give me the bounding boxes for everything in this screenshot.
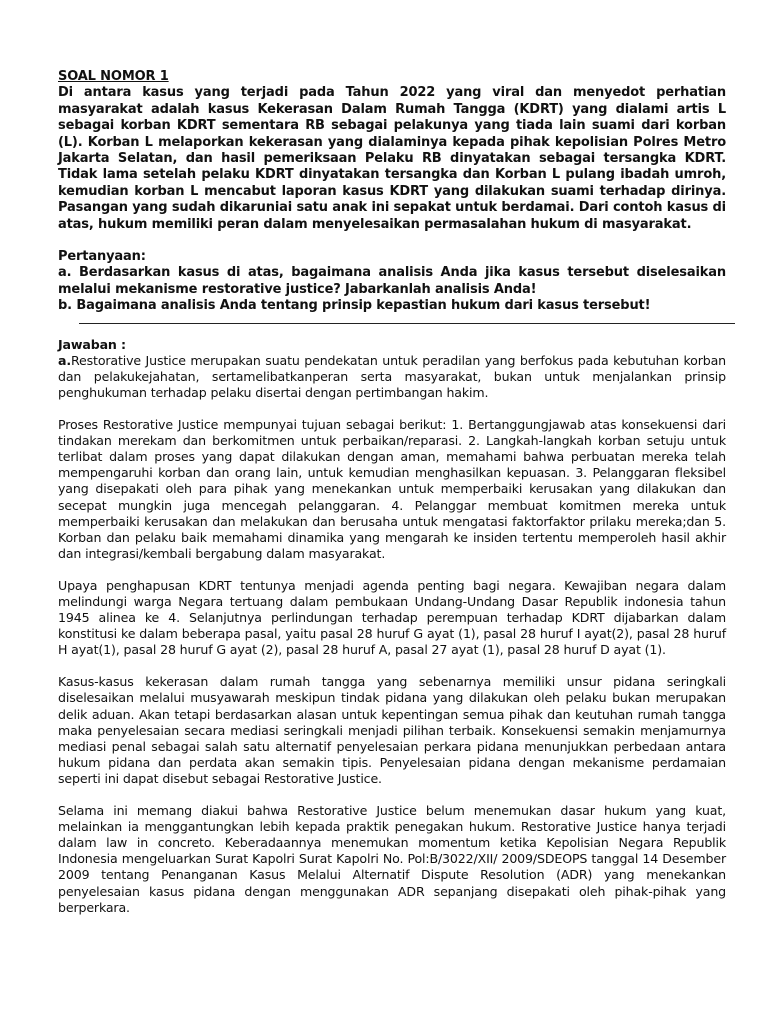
answer-paragraph-3: Upaya penghapusan KDRT tentunya menjadi agenda penting bagi negara. Kewajiban negara dalam melindungi warga Negara tertuang dalam pembukaan Undang-Undang Dasar Republik indonesia tahun 1945 alinea ke 4. Selanjutnya perlindungan terhadap perempuan terhadap KDRT dijabarkan dalam konstitusi ke dalam beberapa pasal, yaitu pasal 28 huruf G ayat (1), pasal 28 huruf I ayat(2), pasal 28 huruf H ayat(1), pasal 28 huruf G ayat (2), pasal 28 huruf A, pasal 27 ayat (1), pasal 28 huruf D ayat (1). (58, 577, 726, 658)
document-page (58, 69, 726, 932)
answer-heading: Jawaban : (58, 336, 126, 352)
answer-paragraph-1 (58, 353, 726, 401)
question-item-a: a. Berdasarkan kasus di atas, bagaimana analisis Anda jika kasus tersebut diselesaikan melalui mekanisme restorative justice? Jabarkanlah analisis Anda! (58, 265, 726, 297)
answer-section (58, 337, 726, 916)
section-divider (79, 323, 735, 324)
answer-paragraph-5: Selama ini memang diakui bahwa Restorative Justice belum menemukan dasar hukum yang kuat, melainkan ia menggantungkan lebih kepada praktik penegakan hukum. Restorative Justice hanya terjadi dalam law in concreto. Keberadaannya menemukan momentum ketika Kepolisian Negara Republik Indonesia mengeluarkan Surat Kapolri Surat Kapolri No. Pol:B/3022/XII/ 2009/SDEOPS tanggal 14 Desember 2009 tentang Penanganan Kasus Melalui Alternatif Dispute Resolution (ADR) yang menekankan penyelesaian kasus pidana dengan menggunakan ADR sepanjang disepakati oleh pihak-pihak yang berperkara. (58, 803, 726, 915)
question-item-b: b. Bagaimana analisis Anda tentang prinsip kepastian hukum dari kasus tersebut! (58, 298, 651, 314)
answer-paragraph-2: Proses Restorative Justice mempunyai tujuan sebagai berikut: 1. Bertanggungjawab atas konsekuensi dari tindakan merekam dan berkomitmen untuk perbaikan/reparasi. 2. Langkah-langkah korban setuju untuk terlibat dalam proses yang dapat dilakukan dengan aman, memahami bahwa perbuatan mereka telah mempengaruhi korban dan orang lain, untuk kemudian menghasilkan kepuasan. 3. Pelanggaran fleksibel yang disepakati oleh para pihak yang menekankan untuk memperbaiki kerusakan yang dilakukan dan secepat mungkin juga mencegah pelanggaran. 4. Pelanggar membuat komitmen mereka untuk memperbaiki kerusakan dan melakukan dan berusaha untuk mengatasi faktorfaktor prilaku mereka;dan 5. Korban dan pelaku baik memahami dinamika yang mengarah ke insiden tertentu memperoleh hasil akhir dan integrasi/kembali bergabung dalam masyarakat. (58, 417, 726, 561)
answer-paragraph-4: Kasus-kasus kekerasan dalam rumah tangga yang sebenarnya memiliki unsur pidana seringkali diselesaikan melalui musyawarah meskipun tindak pidana yang dilakukan oleh pelaku bukan merupakan delik aduan. Akan tetapi berdasarkan alasan untuk kepentingan semua pihak dan keutuhan rumah tangga maka penyelesaian secara mediasi seringkali menjadi pilihan terbaik. Konsekuensi semakin menjamurnya mediasi penal sebagai salah satu alternatif penyelesaian perkara pidana menunjukkan perbedaan antara hukum pidana dan perdata akan semakin tipis. Penyelesaian pidana dengan mekanisme perdamaian seperti ini dapat disebut sebagai Restorative Justice. (58, 674, 726, 786)
question-section (58, 69, 726, 315)
case-description: Di antara kasus yang terjadi pada Tahun 2022 yang viral dan menyedot perhatian masyarakat adalah kasus Kekerasan Dalam Rumah Tangga (KDRT) yang dialami artis L sebagai korban KDRT sementara RB sebagai pelakunya yang tiada lain suami dari korban (L). Korban L melaporkan kekerasan yang dialaminya kepada pihak kepolisian Polres Metro Jakarta Selatan, dan hasil pemeriksaan Pelaku RB dinyatakan sebagai tersangka KDRT. Tidak lama setelah pelaku KDRT dinyatakan tersangka dan Korban L pulang ibadah umroh, kemudian korban L mencabut laporan kasus KDRT yang dilakukan suami terhadap dirinya. Pasangan yang sudah dikaruniai satu anak ini sepakat untuk berdamai. Dari contoh kasus di atas, hukum memiliki peran dalam menyelesaikan permasalahan hukum di masyarakat. (58, 85, 726, 232)
answer-paragraph-1-text: Restorative Justice merupakan suatu pendekatan untuk peradilan yang berfokus pada kebutuhan korban dan pelakukejahatan, sertamelibatkanperan serta masyarakat, bukan untuk menjalankan prinsip penghukuman terhadap pelaku disertai dengan pertimbangan hakim. (58, 352, 726, 400)
answer-part-a-marker: a. (58, 352, 71, 368)
question-list (58, 249, 726, 315)
question-title: SOAL NOMOR 1 (58, 69, 169, 84)
question-prompt-label: Pertanyaan: (58, 249, 146, 265)
